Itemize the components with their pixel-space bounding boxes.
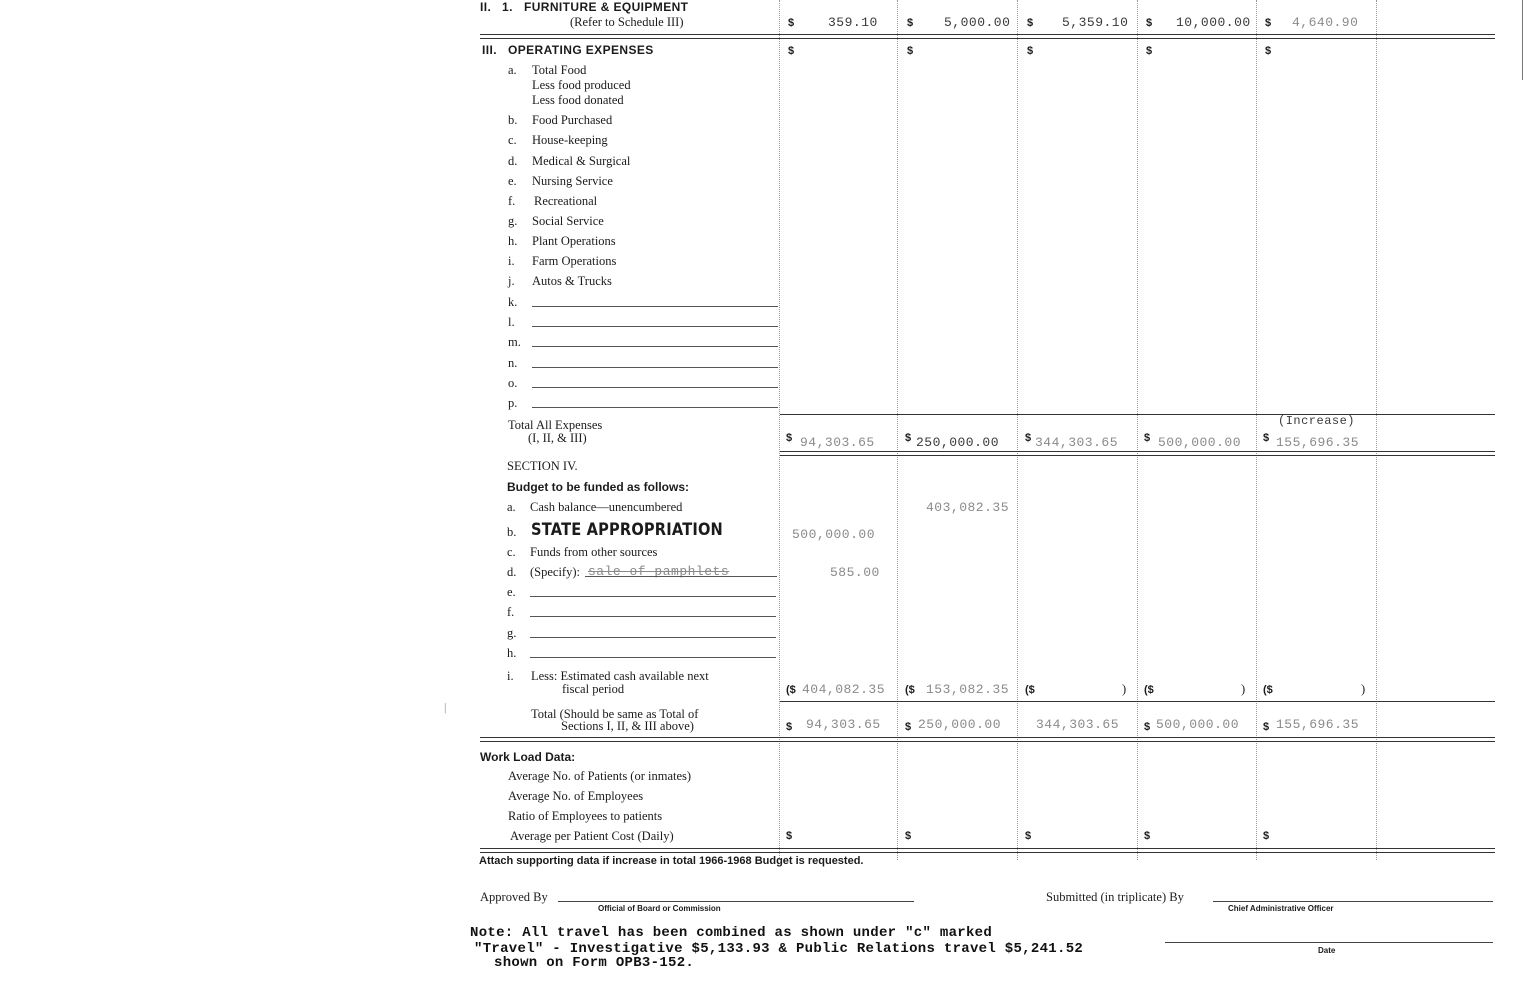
section-ii-item-number: 1. <box>502 0 513 14</box>
rule <box>780 701 1495 702</box>
expense-label: Food Purchased <box>532 113 613 127</box>
paren-open: ($ <box>905 684 915 696</box>
expense-label: Less food produced <box>532 78 631 92</box>
workload-item: Average No. of Patients (or inmates) <box>508 769 692 783</box>
section-ii-title: FURNITURE & EQUIPMENT <box>524 0 689 14</box>
rule <box>780 451 1495 452</box>
less-value-1: 404,082.35 <box>802 682 886 697</box>
funding-letter: i. <box>507 669 514 683</box>
signature-line <box>1213 901 1493 902</box>
blank-line <box>530 596 776 597</box>
funding-letter: a. <box>507 500 516 514</box>
section-total-value-2: 250,000.00 <box>918 717 1002 732</box>
dollar-sign: $ <box>1025 830 1032 842</box>
blank-line <box>532 407 778 408</box>
expense-letter: b. <box>508 113 518 127</box>
expense-label: Social Service <box>532 214 604 228</box>
funding-letter: d. <box>507 565 517 579</box>
blank-line-letter: h. <box>507 646 517 660</box>
dollar-sign: $ <box>907 17 914 29</box>
section-iv-subtitle: Budget to be funded as follows: <box>507 480 689 494</box>
dollar-sign: $ <box>788 17 795 29</box>
blank-line <box>585 576 777 577</box>
section-total-label-2: Sections I, II, & III above) <box>561 719 694 733</box>
dollar-sign: $ <box>1027 45 1034 57</box>
workload-item: Ratio of Employees to patients <box>508 809 663 823</box>
furniture-value-1: 359.10 <box>828 15 878 30</box>
blank-line-letter: l. <box>508 315 515 329</box>
funding-letter: b. <box>507 525 517 539</box>
submitted-by-label: Submitted (in triplicate) By <box>1046 890 1184 904</box>
specify-value: sale of pamphlets <box>588 564 730 579</box>
expense-letter: c. <box>508 133 517 147</box>
margin-mark: | <box>444 700 447 714</box>
typed-note-line-1: Note: All travel has been combined as shown under "c" marked <box>470 925 993 941</box>
dollar-sign: $ <box>1027 17 1034 29</box>
state-appropriation-label: STATE APPROPRIATION <box>531 520 723 540</box>
section-iv-title: SECTION IV. <box>507 459 578 473</box>
expense-label: Farm Operations <box>532 254 617 268</box>
total-value-1: 94,303.65 <box>800 435 875 450</box>
dollar-sign: $ <box>1144 830 1151 842</box>
section-ii-number: II. <box>480 0 492 14</box>
section-total-label: Total (Should be same as Total of <box>531 707 699 721</box>
dollar-sign: $ <box>1144 432 1151 444</box>
blank-line-letter: k. <box>508 295 518 309</box>
signature-line <box>558 901 914 902</box>
page-edge <box>1522 0 1523 80</box>
column-rule <box>1256 0 1257 860</box>
paren-close: ) <box>1241 682 1246 696</box>
cash-balance-value: 403,082.35 <box>926 500 1010 515</box>
column-rule <box>779 0 780 860</box>
expense-letter: e. <box>508 174 517 188</box>
date-caption: Date <box>1318 946 1336 955</box>
expense-letter: g. <box>508 214 518 228</box>
column-rule <box>1017 0 1018 860</box>
funding-letter: c. <box>507 545 516 559</box>
section-ii-subtitle: (Refer to Schedule III) <box>570 15 684 29</box>
blank-line-letter: o. <box>508 376 518 390</box>
dollar-sign: $ <box>905 830 912 842</box>
rule <box>780 414 1495 415</box>
blank-line-letter: n. <box>508 356 518 370</box>
expense-label: House-keeping <box>532 133 608 147</box>
blank-line <box>530 616 776 617</box>
state-appropriation-value: 500,000.00 <box>792 527 876 542</box>
specify-label: (Specify): <box>530 565 580 579</box>
blank-line-letter: g. <box>507 626 517 640</box>
workload-item: Average No. of Employees <box>508 789 644 803</box>
section-total-value-3: 344,303.65 <box>1036 717 1120 732</box>
blank-line <box>530 657 776 658</box>
section-total-value-4: 500,000.00 <box>1156 717 1240 732</box>
paren-open: ($ <box>1025 684 1035 696</box>
total-value-5: 155,696.35 <box>1276 435 1360 450</box>
expense-letter: f. <box>508 194 516 208</box>
dollar-sign: $ <box>1263 432 1270 444</box>
expense-letter: a. <box>508 63 517 77</box>
other-funds-label: Funds from other sources <box>530 545 658 559</box>
less-cash-label: Less: Estimated cash available next <box>531 669 709 683</box>
expense-letter: h. <box>508 234 518 248</box>
workload-item: Average per Patient Cost (Daily) <box>510 829 674 843</box>
rule <box>480 34 1495 35</box>
furniture-value-2: 5,000.00 <box>944 15 1011 30</box>
furniture-value-5: 4,640.90 <box>1292 15 1359 30</box>
specify-amount: 585.00 <box>830 565 880 580</box>
dollar-sign: $ <box>1265 17 1272 29</box>
rule <box>480 852 1495 853</box>
dollar-sign: $ <box>907 45 914 57</box>
expense-letter: i. <box>508 254 515 268</box>
total-value-2: 250,000.00 <box>916 435 1000 450</box>
dollar-sign: $ <box>1263 721 1270 733</box>
expense-letter: j. <box>508 274 515 288</box>
expense-label: Nursing Service <box>532 174 613 188</box>
expense-label: Autos & Trucks <box>532 274 612 288</box>
total-value-3: 344,303.65 <box>1035 435 1119 450</box>
paren-open: ($ <box>786 684 796 696</box>
less-cash-label-2: fiscal period <box>562 682 625 696</box>
column-rule <box>1137 0 1138 860</box>
column-rule <box>897 0 898 860</box>
dollar-sign: $ <box>786 830 793 842</box>
section-iii-number: III. <box>482 43 497 57</box>
blank-line-letter: p. <box>508 396 518 410</box>
rule <box>480 848 1495 849</box>
blank-line <box>530 637 776 638</box>
approved-by-label: Approved By <box>480 890 548 904</box>
increase-note: (Increase) <box>1278 414 1356 428</box>
expense-label: Plant Operations <box>532 234 616 248</box>
total-expenses-label: Total All Expenses <box>508 418 603 432</box>
paren-open: ($ <box>1263 684 1273 696</box>
expense-label: Less food donated <box>532 93 624 107</box>
rule <box>480 737 1495 738</box>
rule <box>780 455 1495 456</box>
section-total-value-1: 94,303.65 <box>806 717 881 732</box>
date-line <box>1165 942 1493 943</box>
typed-note-line-2: "Travel" - Investigative $5,133.93 & Public Relations travel $5,241.52 <box>474 941 1084 957</box>
less-value-2: 153,082.35 <box>926 682 1010 697</box>
dollar-sign: $ <box>1146 45 1153 57</box>
official-caption: Official of Board or Commission <box>598 904 721 913</box>
blank-line-letter: m. <box>508 335 521 349</box>
furniture-value-4: 10,000.00 <box>1176 15 1251 30</box>
typed-note-line-3: shown on Form OPB3-152. <box>494 955 695 971</box>
dollar-sign: $ <box>786 721 793 733</box>
blank-line <box>532 387 778 388</box>
dollar-sign: $ <box>1025 432 1032 444</box>
rule <box>480 741 1495 742</box>
dollar-sign: $ <box>786 432 793 444</box>
paren-close: ) <box>1122 682 1127 696</box>
blank-line-letter: f. <box>507 605 515 619</box>
total-expenses-sub: (I, II, & III) <box>528 431 587 445</box>
expense-label: Total Food <box>532 63 587 77</box>
dollar-sign: $ <box>1265 45 1272 57</box>
blank-line <box>532 306 778 307</box>
furniture-value-3: 5,359.10 <box>1062 15 1129 30</box>
blank-line <box>532 367 778 368</box>
blank-line-letter: e. <box>507 585 516 599</box>
attach-note: Attach supporting data if increase in total 1966-1968 Budget is requested. <box>479 855 864 867</box>
dollar-sign: $ <box>1146 17 1153 29</box>
chief-caption: Chief Administrative Officer <box>1228 904 1334 913</box>
rule <box>480 38 1495 39</box>
paren-close: ) <box>1361 682 1366 696</box>
expense-label: Recreational <box>534 194 598 208</box>
column-rule <box>1376 0 1377 860</box>
dollar-sign: $ <box>905 721 912 733</box>
section-total-value-5: 155,696.35 <box>1276 717 1360 732</box>
dollar-sign: $ <box>1144 721 1151 733</box>
dollar-sign: $ <box>905 432 912 444</box>
expense-label: Medical & Surgical <box>532 154 631 168</box>
blank-line <box>532 346 778 347</box>
expense-letter: d. <box>508 154 518 168</box>
blank-line <box>532 326 778 327</box>
dollar-sign: $ <box>1263 830 1270 842</box>
dollar-sign: $ <box>788 45 795 57</box>
cash-balance-label: Cash balance—unencumbered <box>530 500 683 514</box>
section-iii-title: OPERATING EXPENSES <box>508 43 654 57</box>
paren-open: ($ <box>1144 684 1154 696</box>
total-value-4: 500,000.00 <box>1158 435 1242 450</box>
workload-title: Work Load Data: <box>480 750 576 764</box>
